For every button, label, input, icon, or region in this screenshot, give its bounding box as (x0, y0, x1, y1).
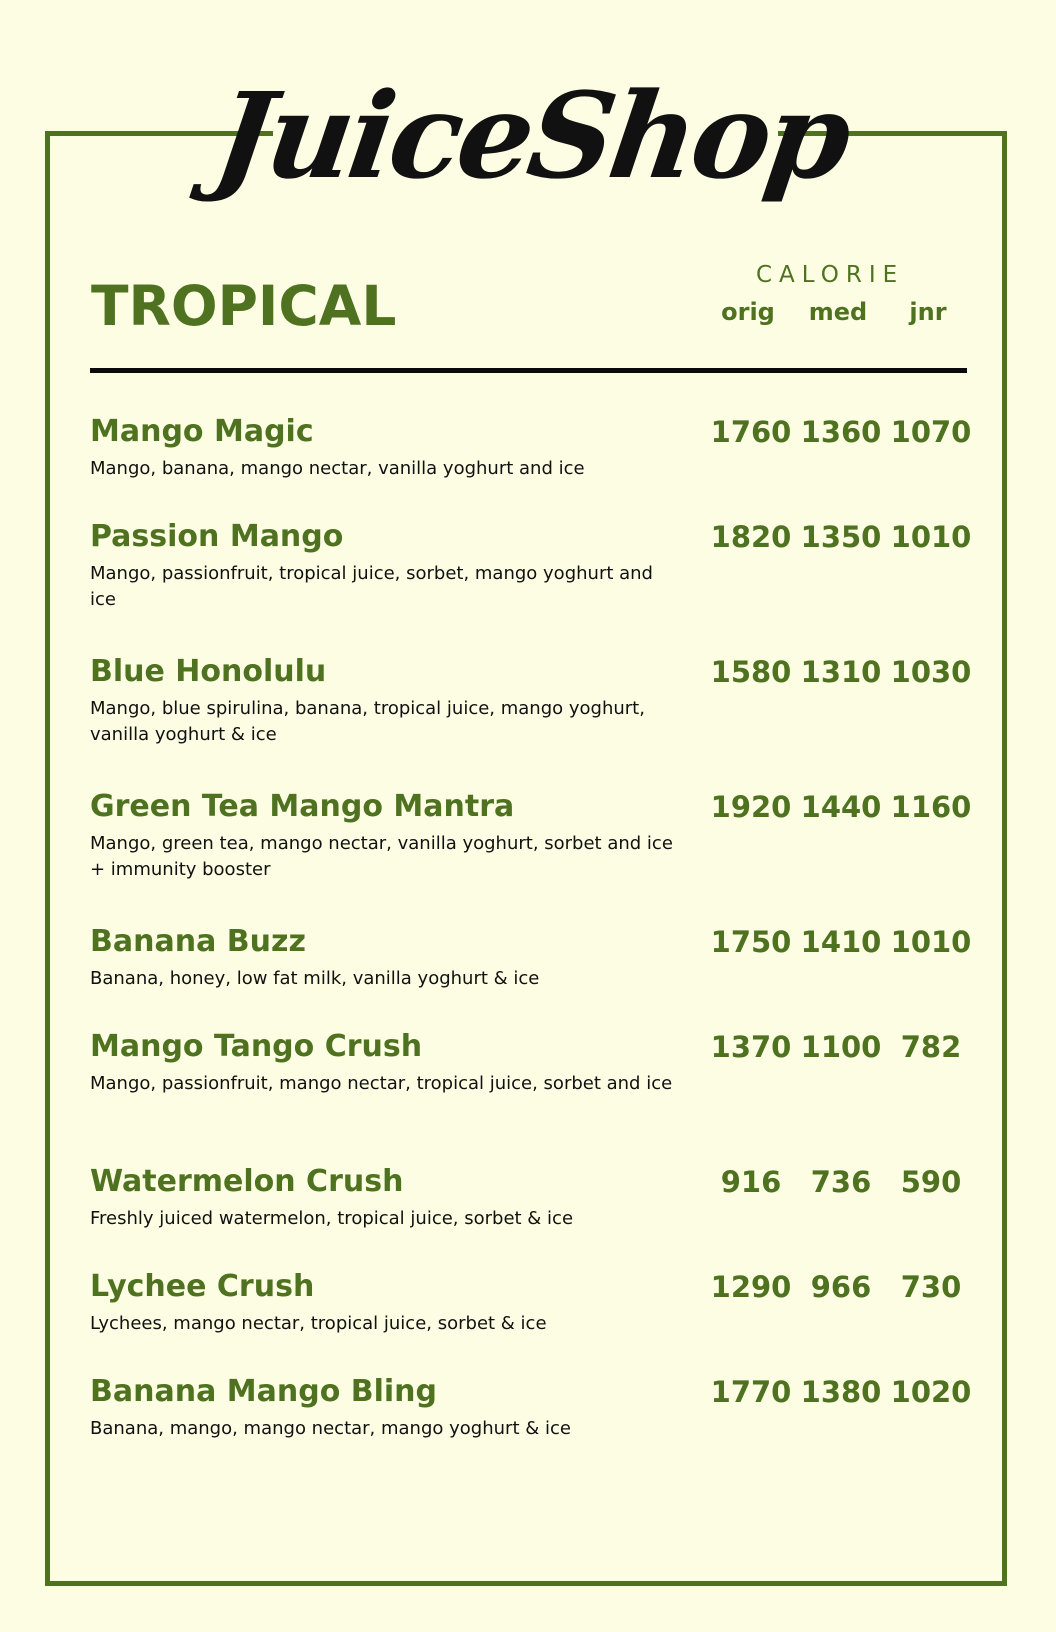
item-name: Green Tea Mango Mantra (90, 789, 515, 824)
item-description: Mango, passionfruit, mango nectar, tropical juice, sorbet and ice (90, 1073, 673, 1094)
menu-item (90, 1372, 970, 1482)
item-description: Lychees, mango nectar, tropical juice, sorbet & ice (90, 1313, 547, 1334)
calorie-label: CALORIE (756, 262, 905, 288)
calorie-orig: 916 (720, 1165, 782, 1199)
header-divider (90, 368, 967, 373)
menu-item (90, 787, 970, 897)
item-name: Mango Tango Crush (90, 1029, 423, 1064)
calorie-jnr: 782 (900, 1030, 962, 1064)
calorie-orig: 1920 (710, 790, 792, 824)
calorie-orig: 1820 (710, 520, 792, 554)
menu-item (90, 652, 970, 762)
calorie-jnr: 1010 (890, 925, 972, 959)
calorie-orig: 1290 (710, 1270, 792, 1304)
calorie-med: 966 (810, 1270, 872, 1304)
menu-item (90, 412, 970, 522)
calorie-med: 1100 (800, 1030, 882, 1064)
calorie-jnr: 1070 (890, 415, 972, 449)
calorie-jnr: 590 (900, 1165, 962, 1199)
calorie-med: 1360 (800, 415, 882, 449)
calorie-jnr: 1010 (890, 520, 972, 554)
calorie-jnr: 730 (900, 1270, 962, 1304)
item-description: Banana, honey, low fat milk, vanilla yoghurt & ice (90, 968, 540, 989)
menu-item (90, 517, 970, 627)
menu-item (90, 1267, 970, 1377)
calorie-med: 736 (810, 1165, 872, 1199)
column-header-jnr: jnr (909, 298, 947, 326)
item-name: Blue Honolulu (90, 654, 327, 689)
item-description: Banana, mango, mango nectar, mango yoghurt & ice (90, 1418, 571, 1439)
item-name: Banana Mango Bling (90, 1374, 438, 1409)
juiceshop-logo (206, 52, 856, 222)
calorie-orig: 1750 (710, 925, 792, 959)
calorie-jnr: 1020 (890, 1375, 972, 1409)
calorie-med: 1410 (800, 925, 882, 959)
item-name: Banana Buzz (90, 924, 306, 959)
item-name: Mango Magic (90, 414, 314, 449)
item-description: Mango, passionfruit, tropical juice, sorbet, mango yoghurt and ice (90, 563, 653, 610)
menu-item (90, 1027, 970, 1137)
item-description: Freshly juiced watermelon, tropical juice, sorbet & ice (90, 1208, 574, 1229)
calorie-orig: 1580 (710, 655, 792, 689)
column-header-med: med (808, 298, 868, 326)
section-title: TROPICAL (91, 274, 397, 338)
svg-text:JuiceShop: JuiceShop (206, 66, 856, 205)
item-description: Mango, blue spirulina, banana, tropical juice, mango yoghurt, vanilla yoghurt & ice (90, 698, 645, 745)
menu-item (90, 922, 970, 1032)
item-description: Mango, banana, mango nectar, vanilla yoghurt and ice (90, 458, 585, 479)
calorie-orig: 1760 (710, 415, 792, 449)
menu-item (90, 1162, 970, 1272)
column-header-orig: orig (721, 298, 775, 326)
calorie-jnr: 1030 (890, 655, 972, 689)
calorie-med: 1310 (800, 655, 882, 689)
calorie-orig: 1770 (710, 1375, 792, 1409)
calorie-orig: 1370 (710, 1030, 792, 1064)
calorie-jnr: 1160 (890, 790, 972, 824)
item-name: Lychee Crush (90, 1269, 315, 1304)
item-name: Passion Mango (90, 519, 344, 554)
item-description: Mango, green tea, mango nectar, vanilla yoghurt, sorbet and ice + immunity booster (90, 833, 673, 880)
calorie-med: 1440 (800, 790, 882, 824)
calorie-med: 1350 (800, 520, 882, 554)
calorie-med: 1380 (800, 1375, 882, 1409)
item-name: Watermelon Crush (90, 1164, 404, 1199)
